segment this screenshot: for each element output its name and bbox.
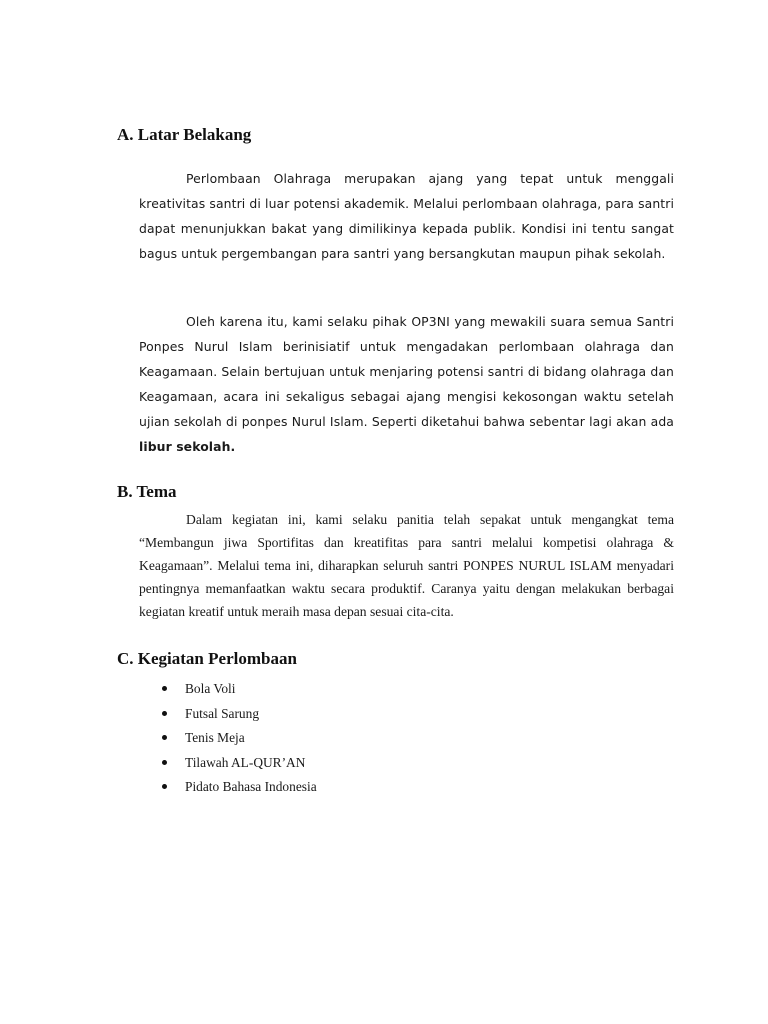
list-item-label: Tilawah AL-QUR’AN xyxy=(185,754,306,770)
list-item-label: Futsal Sarung xyxy=(185,705,260,721)
list-item-label: Bola Voli xyxy=(185,681,236,696)
bullet-icon xyxy=(162,735,167,740)
paragraph-latar-belakang-2 xyxy=(139,309,674,459)
list-item-label: Tenis Meja xyxy=(185,730,245,745)
section-heading-kegiatan-perlombaan: C. Kegiatan Perlombaan xyxy=(117,649,297,668)
list-item-label: Pidato Bahasa Indonesia xyxy=(185,779,317,794)
list-item xyxy=(160,702,317,727)
paragraph-latar-belakang-1: Perlombaan Olahraga merupakan ajang yang tepat untuk menggali kreativitas santri di luar potensi akademik. Melalui perlombaan olahraga, para santri dapat menunjukkan bakat yang dimilikinya kepada publik. Kondisi ini tentu sangat bagus untuk pergembangan para santri yang bersangkutan maupun pihak sekolah. xyxy=(139,171,674,261)
bullet-icon xyxy=(162,760,167,765)
bullet-icon xyxy=(162,784,167,789)
bullet-icon xyxy=(162,711,167,716)
list-item xyxy=(160,775,317,800)
bullet-icon xyxy=(162,686,167,691)
list-item xyxy=(160,677,317,702)
list-item xyxy=(160,726,317,751)
section-heading-tema: B. Tema xyxy=(117,482,177,501)
list-item xyxy=(160,751,317,776)
kegiatan-list xyxy=(160,677,317,800)
paragraph-tema: Dalam kegiatan ini, kami selaku panitia telah sepakat untuk mengangkat tema “Membangun jiwa Sportifitas dan kreatifitas para santri melalui kompetisi olahraga & Keagamaan”. Melalui tema ini, diharapkan seluruh santri PONPES NURUL ISLAM menyadari pentingnya memanfaatkan waktu secara produktif. Caranya yaitu dengan melakukan berbagai kegiatan kreatif untuk meraih masa depan sesuai cita-cita. xyxy=(139,512,674,619)
paragraph-latar-belakang-2-bold: libur sekolah. xyxy=(139,439,236,454)
paragraph-latar-belakang-2-text: Oleh karena itu, kami selaku pihak OP3NI yang mewakili suara semua Santri Ponpes Nurul Islam berinisiatif untuk mengadakan perlombaan olahraga dan Keagamaan. Selain bertujuan untuk menjaring potensi santri di bidang olahraga dan Keagamaan, acara ini sekaligus sebagai ajang mengisi kekosongan waktu setelah ujian sekolah di ponpes Nurul Islam. Seperti diketahui bahwa sebentar lagi akan ada xyxy=(139,314,674,429)
section-heading-latar-belakang: A. Latar Belakang xyxy=(117,125,252,144)
